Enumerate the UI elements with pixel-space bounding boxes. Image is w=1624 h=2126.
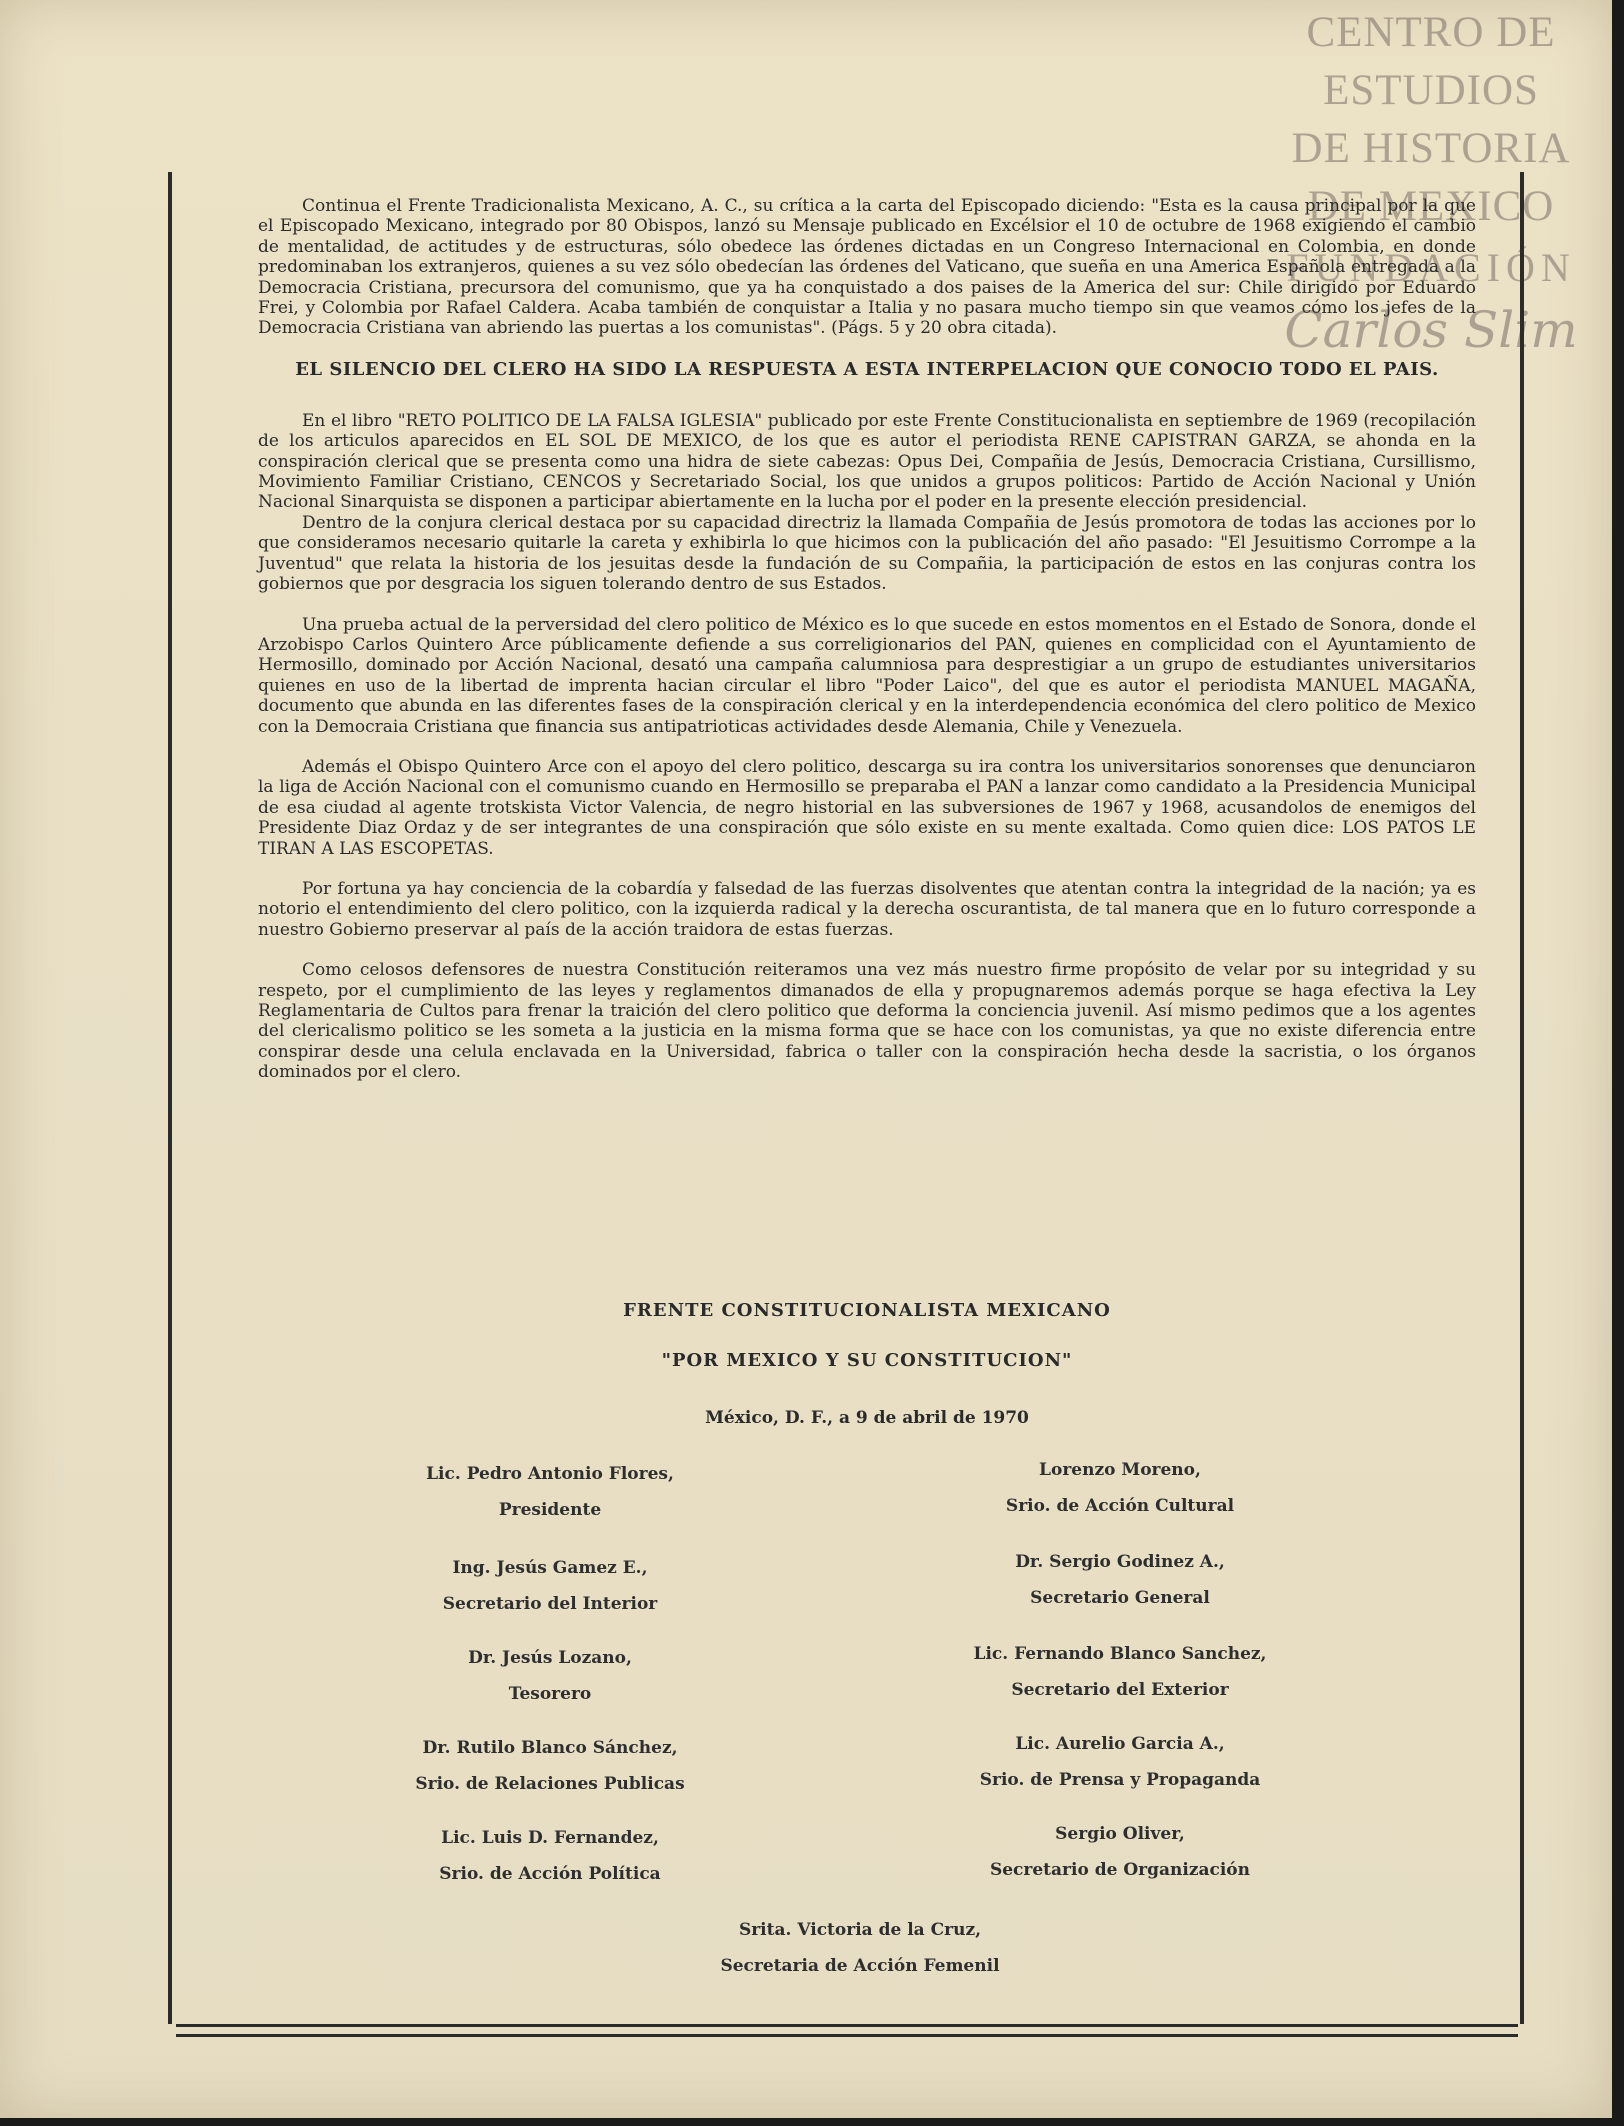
- signatory-name: Lic. Pedro Antonio Flores,: [426, 1464, 674, 1484]
- watermark-line: DE HISTORIA: [1291, 125, 1571, 172]
- signatory-name: Sergio Oliver,: [1055, 1824, 1185, 1844]
- watermark-signature: Carlos Slim: [1284, 301, 1578, 359]
- organization-motto: "POR MEXICO Y SU CONSTITUCION": [661, 1350, 1073, 1371]
- signatory-name: Lic. Fernando Blanco Sanchez,: [973, 1644, 1267, 1664]
- body-text: [258, 196, 1476, 1103]
- signatory-title: Srio. de Prensa y Propaganda: [979, 1770, 1261, 1790]
- watermark-line: ESTUDIOS: [1323, 67, 1539, 114]
- signatory-title: Secretario General: [1030, 1588, 1210, 1608]
- paragraph: Continua el Frente Tradicionalista Mexicano, A. C., su crítica a la carta del Episcopado diciendo: "Esta es la causa principal por la que el Episcopado Mexicano, integrado por 80 Obispos, lanzó su Mensaje publicado en Excélsior el 10 de octubre de 1968 exigiendo el cambio de mentalidad, de actitudes y de estructuras, sólo obedece las órdenes dictadas en un Congreso Internacional en Colombia, en donde predominaban los extranjeros, quienes a su vez sólo obedecían las órdenes del Vaticano, que sueña en una America Española entregada a la Democracia Cristiana, precursora del comunismo, que ya ha conquistado a dos paises de la America del sur: Chile dirigido por Eduardo Frei, y Colombia por Rafael Caldera. Acaba también de conquistar a Italia y no pasara mucho tiempo sin que veamos cómo los jefes de la Democracia Cristiana van abriendo las puertas a los comunistas". (Págs. 5 y 20 obra citada).: [258, 196, 1476, 339]
- page-border-bottom: [176, 2024, 1518, 2037]
- signatory-name: Srita. Victoria de la Cruz,: [738, 1920, 982, 1940]
- paragraph: Además el Obispo Quintero Arce con el apoyo del clero politico, descarga su ira contra los universitarios sonorenses que denunciaron la liga de Acción Nacional con el comunismo cuando en Hermosillo se preparaba el PAN a lanzar como candidato a la Presidencia Municipal de esa ciudad al agente trotskista Victor Valencia, de negro historial en las subversiones de 1967 y 1968, acusandolos de enemigos del Presidente Diaz Ordaz y de ser integrantes de una conspiración que sólo existe en su mente exaltada. Como quien dice: LOS PATOS LE TIRAN A LAS ESCOPETAS.: [258, 756, 1476, 859]
- signatory-title: Secretario del Exterior: [1011, 1680, 1229, 1700]
- watermark-line: DE MEXICO: [1307, 183, 1555, 230]
- paragraph: Dentro de la conjura clerical destaca por su capacidad directriz la llamada Compañia de Jesús promotora de todas las acciones por lo que consideramos necesario quitarle la careta y exhibirla lo que hicimos con la publicación del año pasado: "El Jesuitismo Corrompe a la Juventud" que relata la historia de los jesuitas desde la fundación de su Compañia, la participación de estos en las conjuras contra los gobiernos que por desgracia los siguen tolerando dentro de sus Estados.: [258, 512, 1476, 595]
- signatory: [880, 1636, 1360, 1708]
- signatory-name: Lic. Luis D. Fernandez,: [441, 1828, 659, 1848]
- signatory: [310, 1730, 790, 1802]
- signatory-name: Dr. Rutilo Blanco Sánchez,: [422, 1738, 678, 1758]
- section-heading: EL SILENCIO DEL CLERO HA SIDO LA RESPUESTA A ESTA INTERPELACION QUE CONOCIO TODO EL PAIS.: [295, 358, 1439, 380]
- signatory: [880, 1452, 1360, 1524]
- signatory-title: Srio. de Relaciones Publicas: [415, 1774, 685, 1794]
- paragraph: En el libro "RETO POLITICO DE LA FALSA IGLESIA" publicado por este Frente Constitucionalista en septiembre de 1969 (recopilación de los articulos aparecidos en EL SOL DE MEXICO, de los que es autor el periodista RENE CAPISTRAN GARZA, se ahonda en la conspiración clerical que se presenta como una hidra de siete cabezas: Opus Dei, Compañia de Jesús, Democracia Cristiana, Cursillismo, Movimiento Familiar Cristiano, CENCOS y Secretariado Social, los que unidos a grupos politicos: Partido de Acción Nacional y Unión Nacional Sinarquista se disponen a participar abiertamente en la lucha por el poder en la presente elección presidencial.: [258, 410, 1476, 513]
- signatory-title: Secretaria de Acción Femenil: [720, 1956, 1000, 1976]
- signatory: [310, 1550, 790, 1622]
- paragraph: Como celosos defensores de nuestra Constitución reiteramos una vez más nuestro firme propósito de velar por su integridad y su respeto, por el cumplimiento de las leyes y reglamentos dimanados de ella y propugnaremos además porque se haga efectiva la Ley Reglamentaria de Cultos para frenar la traición del clero politico que deforma la conciencia juvenil. Así mismo pedimos que a los agentes del clericalismo politico se les someta a la justicia en la misma forma que se hace con los comunistas, ya que no existe diferencia entre conspirar desde una celula enclavada en la Universidad, fabrica o taller con la conspiración hecha desde la sacristia, o los órganos dominados por el clero.: [258, 960, 1476, 1083]
- watermark-line: FUNDACIÓN: [1286, 245, 1576, 290]
- signatory-title: Srio. de Acción Política: [439, 1864, 661, 1884]
- signatory-name: Dr. Sergio Godinez A.,: [1015, 1552, 1225, 1572]
- signatory: [310, 1456, 790, 1528]
- organization-name: FRENTE CONSTITUCIONALISTA MEXICANO: [623, 1300, 1111, 1321]
- signatory-name: Lic. Aurelio Garcia A.,: [1015, 1734, 1225, 1754]
- signatory-name: Lorenzo Moreno,: [1039, 1460, 1201, 1480]
- place-date: México, D. F., a 9 de abril de 1970: [705, 1408, 1029, 1428]
- signatory-title: Tesorero: [508, 1684, 592, 1704]
- signatory-name: Ing. Jesús Gamez E.,: [452, 1558, 648, 1578]
- signatory: [620, 1912, 1100, 1984]
- watermark-line: CENTRO DE: [1306, 9, 1556, 56]
- signatory-title: Srio. de Acción Cultural: [1005, 1496, 1235, 1516]
- signatory-title: Secretario de Organización: [989, 1860, 1251, 1880]
- signatory: [310, 1820, 790, 1892]
- signatory-title: Secretario del Interior: [442, 1594, 658, 1614]
- signatory: [880, 1726, 1360, 1798]
- signatory: [880, 1816, 1360, 1888]
- signatory-title: Presidente: [498, 1500, 602, 1520]
- signatory: [880, 1544, 1360, 1616]
- signatory: [310, 1640, 790, 1712]
- signatory-name: Dr. Jesús Lozano,: [468, 1648, 632, 1668]
- paragraph: Por fortuna ya hay conciencia de la cobardía y falsedad de las fuerzas disolventes que atentan contra la integridad de la nación; ya es notorio el entendimiento del clero politico, con la izquierda radical y la derecha oscurantista, de tal manera que en lo futuro corresponde a nuestro Gobierno preservar al país de la acción traidora de estas fuerzas.: [258, 878, 1476, 940]
- paragraph: Una prueba actual de la perversidad del clero politico de México es lo que sucede en estos momentos en el Estado de Sonora, donde el Arzobispo Carlos Quintero Arce públicamente defiende a sus correligionarios del PAN, quienes en complicidad con el Ayuntamiento de Hermosillo, dominado por Acción Nacional, desató una campaña calumniosa para desprestigiar a un grupo de estudiantes universitarios quienes en uso de la libertad de imprenta hacian circular el libro "Poder Laico", del que es autor el periodista MANUEL MAGAÑA, documento que abunda en las diferentes fases de la conspiración clerical y en la interdependencia económica del clero politico de Mexico con la Democraia Cristiana que financia sus antipatrioticas actividades desde Alemania, Chile y Venezuela.: [258, 614, 1476, 737]
